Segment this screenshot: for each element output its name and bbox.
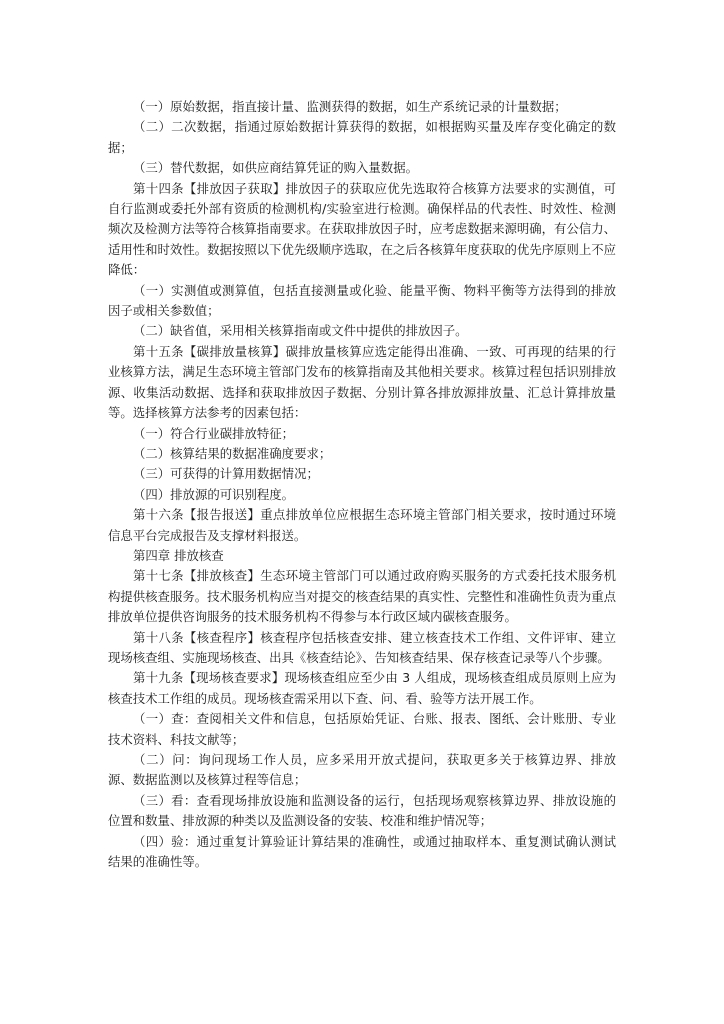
paragraph-source-identifiability: （四）排放源的可识别程度。 <box>133 486 295 502</box>
paragraph-raw-data: （一）原始数据，指直接计量、监测获得的数据，如生产系统记录的计量数据； <box>133 99 567 114</box>
document-body <box>108 97 616 872</box>
article-17-emission-verification: 第十七条【排放核查】生态环境主管部门可以通过政府购买服务的方式委托技术服务机构提供核查服务。技术服务机构应当对提交的核查结果的真实性、完整性和准确性负责为重点排放单位提供咨询服务的技术服务机构不得参与本行政区域内碳核查服务。 <box>108 568 617 625</box>
chapter-4-heading: 第四章 排放核查 <box>133 547 224 563</box>
paragraph-substitute-data: （三）替代数据，如供应商结算凭证的购入量数据。 <box>133 160 418 176</box>
paragraph-ask: （二）问：询问现场工作人员，应多采用开放式提问，获取更多关于核算边界、排放源、数据监测以及核算过程等信息； <box>108 752 616 788</box>
paragraph-check: （一）查：查阅相关文件和信息，包括原始凭证、台账、报表、图纸、会计账册、专业技术资料、科技文献等； <box>108 711 616 747</box>
article-19-onsite-requirements: 第十九条【现场核查要求】现场核查组应至少由 3 人组成，现场核查组成员原则上应为核查技术工作组的成员。现场核查需采用以下查、问、看、验等方法开展工作。 <box>108 670 616 706</box>
article-18-verification-procedure: 第十八条【核查程序】核查程序包括核查安排、建立核查技术工作组、文件评审、建立现场核查组、实施现场核查、出具《核查结论》、告知核查结果、保存核查记录等八个步骤。 <box>108 629 616 665</box>
article-15-carbon-accounting: 第十五条【碳排放量核算】碳排放量核算应选定能得出准确、一致、可再现的结果的行业核算方法，满足生态环境主管部门发布的核算指南及其他相关要求。核算过程包括识别排放源、收集活动数据、选择和获取排放因子数据、分别计算各排放源排放量、汇总计算排放量等。选择核算方法参考的因素包括： <box>108 343 617 421</box>
paragraph-default-value: （二）缺省值，采用相关核算指南或文件中提供的排放因子。 <box>133 323 468 339</box>
paragraph-data-availability: （三）可获得的计算用数据情况； <box>133 466 319 482</box>
paragraph-accuracy-requirement: （二）核算结果的数据准确度要求； <box>133 445 332 461</box>
paragraph-verify: （四）验：通过重复计算验证计算结果的准确性，或通过抽取样本、重复测试确认测试结果的准确性等。 <box>108 833 616 870</box>
article-16-report-submission: 第十六条【报告报送】重点排放单位应根据生态环境主管部门相关要求，按时通过环境信息平台完成报告及支撑材料报送。 <box>108 507 616 543</box>
paragraph-measured-value: （一）实测值或测算值，包括直接测量或化验、能量平衡、物料平衡等方法得到的排放因子或相关参数值； <box>108 282 616 319</box>
paragraph-secondary-data: （二）二次数据，指通过原始数据计算获得的数据，如根据购买量及库存变化确定的数据； <box>108 119 616 155</box>
paragraph-look: （三）看：查看现场排放设施和监测设备的运行，包括现场观察核算边界、排放设施的位置和数量、排放源的种类以及监测设备的安装、校准和维护情况等； <box>108 792 616 829</box>
article-14-emission-factor: 第十四条【排放因子获取】排放因子的获取应优先选取符合核算方法要求的实测值，可自行监测或委托外部有资质的检测机构/实验室进行检测。确保样品的代表性、时效性、检测频次及检测方法等符合核算指南要求。在获取排放因子时，应考虑数据来源明确，有公信力、适用性和时效性。数据按照以下优先级顺序选取，在之后各核算年度获取的优先序原则上不应降低： <box>108 180 617 278</box>
paragraph-industry-features: （一）符合行业碳排放特征； <box>133 425 295 441</box>
